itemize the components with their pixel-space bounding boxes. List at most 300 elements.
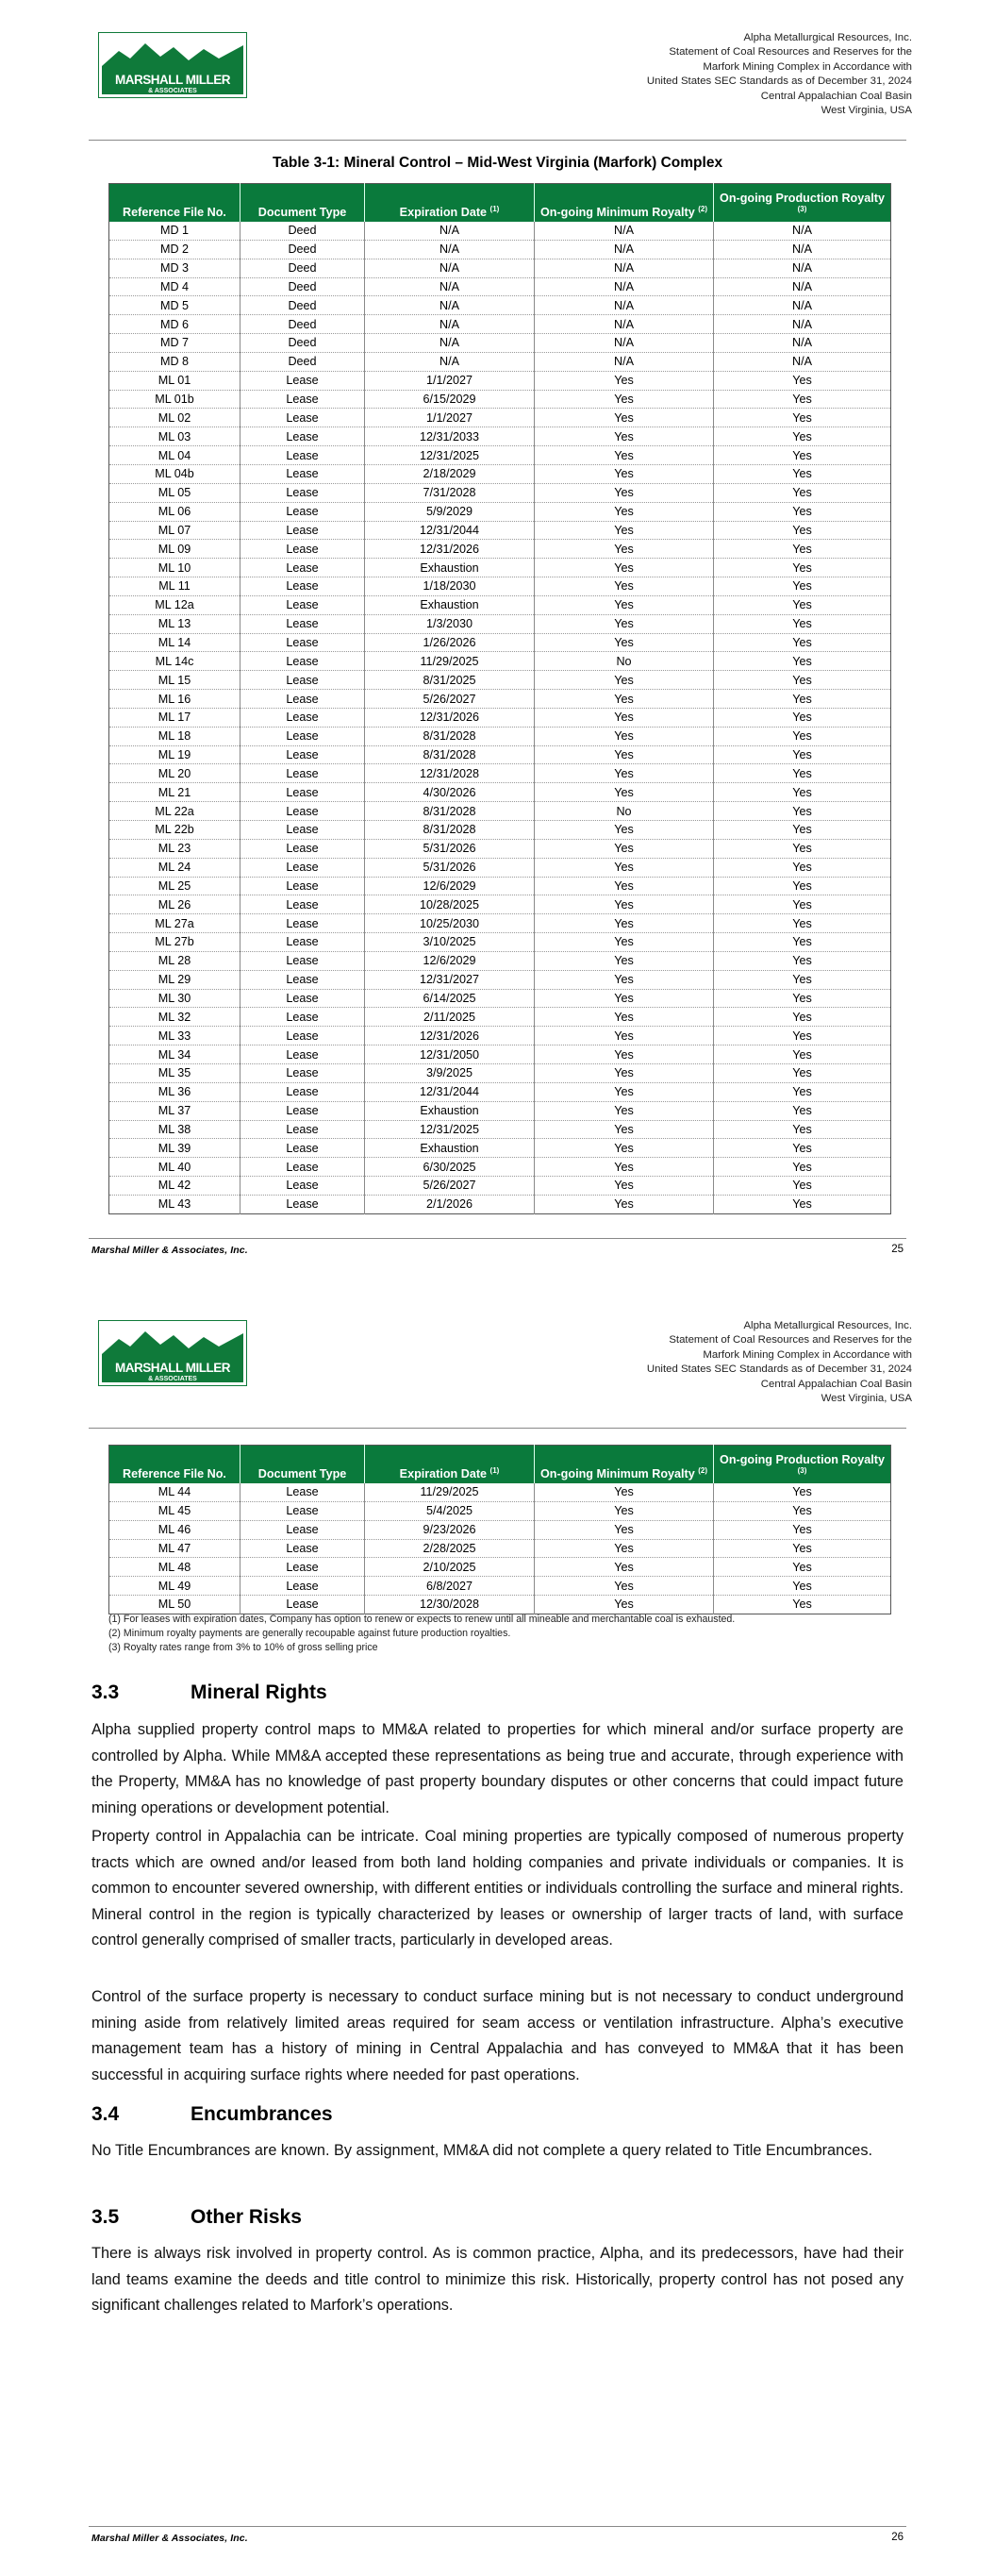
table-cell: Yes: [714, 1082, 891, 1101]
column-header: Expiration Date $^{(1)}$: [365, 184, 535, 222]
table-cell: MD 6: [109, 315, 240, 334]
table-cell: Lease: [240, 483, 365, 502]
header-line: Central Appalachian Coal Basin: [760, 90, 912, 102]
table-cell: Lease: [240, 858, 365, 877]
header-line: Statement of Coal Resources and Reserves for the: [669, 46, 912, 59]
table-cell: 6/30/2025: [365, 1158, 535, 1177]
table-cell: N/A: [365, 277, 535, 296]
table-cell: Yes: [535, 914, 714, 933]
table-cell: ML 22b: [109, 821, 240, 840]
paragraph: Control of the surface property is necessary to conduct surface mining but is not necessary to conduct underground mining aside from relatively limited areas required for seam access or ventilation infrastructure. Alpha’s executive management team has a history of mining in Central Appalachia and has conveyed to MM&A that it has been successful in acquiring surface rights where needed for past operations.: [91, 1988, 904, 2083]
table-row: [109, 296, 891, 315]
table-cell: ML 25: [109, 877, 240, 895]
table-row: [109, 483, 891, 502]
table-cell: Lease: [240, 933, 365, 952]
table-cell: ML 36: [109, 1082, 240, 1101]
table-cell: Lease: [240, 1520, 365, 1539]
table-cell: Exhaustion: [365, 595, 535, 614]
table-cell: Yes: [535, 502, 714, 521]
table-cell: ML 21: [109, 783, 240, 802]
table-cell: 2/18/2029: [365, 464, 535, 483]
table-cell: N/A: [714, 296, 891, 315]
table-cell: Lease: [240, 371, 365, 390]
table-title: Table 3-1: Mineral Control – Mid-West Virginia (Marfork) Complex: [272, 155, 723, 171]
table-cell: 5/31/2026: [365, 858, 535, 877]
table-cell: Yes: [535, 409, 714, 427]
table-cell: Exhaustion: [365, 1139, 535, 1158]
table-cell: Yes: [535, 1158, 714, 1177]
table-cell: N/A: [714, 277, 891, 296]
table-cell: N/A: [535, 334, 714, 353]
table-cell: Yes: [714, 446, 891, 465]
table-cell: 6/8/2027: [365, 1577, 535, 1596]
table-cell: Yes: [714, 839, 891, 858]
table-cell: Yes: [714, 914, 891, 933]
table-cell: ML 01b: [109, 390, 240, 409]
mineral-control-table-continued: [108, 1445, 891, 1614]
table-cell: 6/15/2029: [365, 390, 535, 409]
table-cell: Lease: [240, 1501, 365, 1520]
table-cell: Yes: [714, 1120, 891, 1139]
table-cell: Yes: [535, 577, 714, 596]
table-note: (1) For leases with expiration dates, Company has option to renew or expects to renew until all mineable and merchantable coal is exhausted.: [108, 1614, 736, 1625]
table-cell: ML 01: [109, 371, 240, 390]
table-cell: 1/18/2030: [365, 577, 535, 596]
footer-company: Marshal Miller & Associates, Inc.: [91, 2533, 248, 2544]
column-header: Reference File No.: [109, 184, 240, 222]
table-cell: 12/31/2044: [365, 1082, 535, 1101]
table-row: [109, 933, 891, 952]
table-cell: ML 43: [109, 1195, 240, 1213]
table-cell: ML 11: [109, 577, 240, 596]
table-cell: Yes: [714, 764, 891, 783]
header-line: West Virginia, USA: [821, 105, 912, 117]
table-row: [109, 858, 891, 877]
table-cell: N/A: [714, 334, 891, 353]
column-header: Expiration Date $^{(1)}$: [365, 1446, 535, 1483]
table-row: [109, 577, 891, 596]
table-header-row: [109, 1446, 891, 1483]
table-cell: ML 22a: [109, 802, 240, 821]
table-cell: Yes: [714, 708, 891, 727]
table-cell: N/A: [535, 277, 714, 296]
table-cell: 12/30/2028: [365, 1596, 535, 1614]
table-row: [109, 1501, 891, 1520]
table-row: [109, 1596, 891, 1614]
table-cell: Lease: [240, 1177, 365, 1196]
column-header: On-going Minimum Royalty $^{(2)}$: [535, 1446, 714, 1483]
table-cell: 8/31/2028: [365, 821, 535, 840]
table-cell: Deed: [240, 296, 365, 315]
table-cell: ML 18: [109, 727, 240, 745]
table-cell: Lease: [240, 1008, 365, 1027]
table-cell: ML 06: [109, 502, 240, 521]
table-cell: ML 34: [109, 1045, 240, 1064]
table-cell: Yes: [535, 745, 714, 764]
table-cell: Yes: [535, 1027, 714, 1045]
table-cell: Yes: [535, 390, 714, 409]
table-row: [109, 1101, 891, 1120]
table-cell: ML 46: [109, 1520, 240, 1539]
table-cell: Yes: [714, 690, 891, 709]
table-cell: Lease: [240, 1195, 365, 1213]
table-cell: Lease: [240, 839, 365, 858]
header-line: West Virginia, USA: [821, 1393, 912, 1405]
table-cell: Yes: [714, 1101, 891, 1120]
table-cell: 12/31/2025: [365, 446, 535, 465]
table-row: [109, 315, 891, 334]
table-cell: Yes: [535, 1120, 714, 1139]
table-cell: Yes: [714, 521, 891, 540]
table-cell: N/A: [535, 222, 714, 241]
table-cell: Yes: [535, 446, 714, 465]
table-cell: Yes: [714, 633, 891, 652]
table-cell: N/A: [535, 259, 714, 277]
table-cell: ML 14: [109, 633, 240, 652]
table-cell: ML 13: [109, 614, 240, 633]
table-cell: Lease: [240, 764, 365, 783]
table-cell: Lease: [240, 1139, 365, 1158]
table-cell: 11/29/2025: [365, 1483, 535, 1502]
table-row: [109, 334, 891, 353]
table-cell: Lease: [240, 1120, 365, 1139]
table-row: [109, 614, 891, 633]
table-cell: MD 5: [109, 296, 240, 315]
header-line: Marfork Mining Complex in Accordance with: [703, 60, 912, 73]
table-cell: N/A: [535, 296, 714, 315]
table-cell: Lease: [240, 989, 365, 1008]
table-header-row: [109, 184, 891, 222]
table-cell: ML 12a: [109, 595, 240, 614]
table-cell: N/A: [365, 315, 535, 334]
header-line: Statement of Coal Resources and Reserves for the: [669, 1334, 912, 1347]
table-cell: 12/31/2028: [365, 764, 535, 783]
table-cell: Yes: [535, 464, 714, 483]
table-row: [109, 390, 891, 409]
table-cell: Yes: [535, 671, 714, 690]
header-line: Central Appalachian Coal Basin: [760, 1378, 912, 1390]
table-cell: 3/10/2025: [365, 933, 535, 952]
table-cell: Lease: [240, 409, 365, 427]
table-cell: Yes: [535, 895, 714, 914]
table-row: [109, 371, 891, 390]
table-cell: 12/31/2050: [365, 1045, 535, 1064]
table-cell: Yes: [714, 1596, 891, 1614]
section-heading-3-3: 3.3 Mineral Rights: [91, 1681, 327, 1703]
column-header: On-going Production Royalty $^{(3)}$: [714, 184, 891, 222]
table-row: [109, 240, 891, 259]
table-cell: Yes: [714, 1195, 891, 1213]
table-cell: ML 38: [109, 1120, 240, 1139]
table-cell: ML 37: [109, 1101, 240, 1120]
table-cell: Lease: [240, 1596, 365, 1614]
table-cell: Lease: [240, 502, 365, 521]
table-cell: Lease: [240, 521, 365, 540]
table-cell: ML 48: [109, 1558, 240, 1577]
table-cell: Lease: [240, 446, 365, 465]
table-row: [109, 352, 891, 371]
table-cell: Lease: [240, 633, 365, 652]
header-line: United States SEC Standards as of December 31, 2024: [646, 1363, 912, 1376]
table-cell: 10/28/2025: [365, 895, 535, 914]
table-cell: Yes: [714, 933, 891, 952]
table-cell: ML 14c: [109, 652, 240, 671]
table-cell: ML 24: [109, 858, 240, 877]
table-cell: ML 26: [109, 895, 240, 914]
table-cell: Lease: [240, 951, 365, 970]
table-row: [109, 277, 891, 296]
table-cell: Lease: [240, 652, 365, 671]
table-cell: Yes: [714, 1558, 891, 1577]
table-cell: Lease: [240, 914, 365, 933]
svg-text:MARSHALL MILLER: MARSHALL MILLER: [115, 73, 230, 87]
table-cell: Yes: [714, 371, 891, 390]
table-cell: Yes: [535, 839, 714, 858]
table-row: [109, 1558, 891, 1577]
table-cell: ML 17: [109, 708, 240, 727]
footer-divider: [89, 1238, 906, 1239]
table-row: [109, 1008, 891, 1027]
table-cell: Lease: [240, 1158, 365, 1177]
table-row: [109, 1195, 891, 1213]
header-divider: [89, 140, 906, 141]
table-cell: Yes: [714, 970, 891, 989]
table-cell: Lease: [240, 577, 365, 596]
table-cell: ML 39: [109, 1139, 240, 1158]
table-cell: 8/31/2028: [365, 745, 535, 764]
paragraph: There is always risk involved in property control. As is common practice, Alpha, and its predecessors, have had their land teams examine the deeds and title control to minimize this risk. Historically, property control has not posed any significant challenges related to Marfork’s operations.: [91, 2245, 904, 2314]
table-cell: Yes: [535, 371, 714, 390]
table-cell: N/A: [535, 240, 714, 259]
table-cell: Lease: [240, 1577, 365, 1596]
table-cell: ML 27b: [109, 933, 240, 952]
table-cell: Lease: [240, 1063, 365, 1082]
table-cell: 12/31/2025: [365, 1120, 535, 1139]
table-cell: N/A: [365, 240, 535, 259]
table-cell: ML 28: [109, 951, 240, 970]
table-cell: N/A: [365, 352, 535, 371]
table-cell: Yes: [535, 690, 714, 709]
table-cell: ML 49: [109, 1577, 240, 1596]
table-row: [109, 1158, 891, 1177]
svg-text:& ASSOCIATES: & ASSOCIATES: [148, 1376, 197, 1382]
table-cell: ML 19: [109, 745, 240, 764]
table-cell: 12/31/2044: [365, 521, 535, 540]
table-cell: N/A: [365, 334, 535, 353]
table-cell: N/A: [714, 240, 891, 259]
table-cell: N/A: [365, 222, 535, 241]
table-cell: Lease: [240, 708, 365, 727]
table-cell: 12/6/2029: [365, 951, 535, 970]
table-cell: Yes: [535, 1483, 714, 1502]
table-cell: No: [535, 802, 714, 821]
table-cell: Yes: [535, 708, 714, 727]
table-row: [109, 1063, 891, 1082]
table-cell: 5/31/2026: [365, 839, 535, 858]
table-cell: 1/3/2030: [365, 614, 535, 633]
table-cell: Deed: [240, 352, 365, 371]
table-cell: Yes: [714, 1539, 891, 1558]
table-cell: No: [535, 652, 714, 671]
table-cell: MD 3: [109, 259, 240, 277]
header-line: United States SEC Standards as of December 31, 2024: [646, 75, 912, 88]
table-cell: 12/31/2033: [365, 427, 535, 446]
table-row: [109, 690, 891, 709]
table-cell: Deed: [240, 240, 365, 259]
table-row: [109, 877, 891, 895]
table-cell: Yes: [535, 521, 714, 540]
table-cell: Yes: [714, 1501, 891, 1520]
table-cell: 8/31/2028: [365, 802, 535, 821]
svg-text:MARSHALL MILLER: MARSHALL MILLER: [115, 1361, 230, 1375]
table-cell: N/A: [535, 352, 714, 371]
footer-divider: [89, 2526, 906, 2527]
table-cell: 2/28/2025: [365, 1539, 535, 1558]
table-cell: Yes: [535, 783, 714, 802]
table-cell: 12/31/2026: [365, 1027, 535, 1045]
table-cell: Yes: [535, 1045, 714, 1064]
paragraph: Property control in Appalachia can be intricate. Coal mining properties are typically composed of numerous property tracts which are owned and/or leased from both land holding companies and private individuals or companies. It is common to encounter severed ownership, with different entities or individuals controlling the surface and mineral rights. Mineral control in the region is typically characterized by leases or ownership of larger tracts of land, with surface control generally comprised of smaller tracts, particularly in developed areas.: [91, 1828, 904, 1949]
table-cell: Deed: [240, 277, 365, 296]
table-cell: Deed: [240, 334, 365, 353]
table-cell: Yes: [714, 1177, 891, 1196]
table-row: [109, 633, 891, 652]
table-cell: Lease: [240, 671, 365, 690]
table-cell: 12/31/2026: [365, 708, 535, 727]
table-cell: Yes: [535, 1501, 714, 1520]
column-header: Document Type: [240, 184, 365, 222]
table-cell: Lease: [240, 1483, 365, 1502]
table-cell: N/A: [714, 222, 891, 241]
table-cell: 10/25/2030: [365, 914, 535, 933]
table-cell: 5/9/2029: [365, 502, 535, 521]
table-cell: Yes: [535, 1063, 714, 1082]
page-26: [0, 1288, 995, 2576]
table-row: [109, 708, 891, 727]
table-cell: 2/1/2026: [365, 1195, 535, 1213]
table-cell: 1/1/2027: [365, 371, 535, 390]
table-cell: 5/26/2027: [365, 1177, 535, 1196]
header-text: [647, 1319, 912, 1406]
table-cell: Yes: [535, 1008, 714, 1027]
svg-text:& ASSOCIATES: & ASSOCIATES: [148, 88, 197, 94]
table-row: [109, 895, 891, 914]
table-cell: Yes: [714, 951, 891, 970]
header-line: Alpha Metallurgical Resources, Inc.: [743, 1320, 912, 1331]
table-cell: Lease: [240, 970, 365, 989]
table-cell: Yes: [714, 502, 891, 521]
table-cell: Yes: [535, 540, 714, 559]
table-cell: ML 40: [109, 1158, 240, 1177]
table-cell: Yes: [714, 802, 891, 821]
column-header: Reference File No.: [109, 1446, 240, 1483]
table-cell: Yes: [714, 1027, 891, 1045]
table-row: [109, 652, 891, 671]
table-cell: 5/4/2025: [365, 1501, 535, 1520]
table-cell: Lease: [240, 1101, 365, 1120]
section-heading-3-5: 3.5 Other Risks: [91, 2206, 302, 2228]
table-cell: ML 35: [109, 1063, 240, 1082]
column-header: Document Type: [240, 1446, 365, 1483]
table-row: [109, 727, 891, 745]
table-row: [109, 671, 891, 690]
table-row: [109, 1139, 891, 1158]
column-header: On-going Production Royalty $^{(3)}$: [714, 1446, 891, 1483]
table-cell: ML 07: [109, 521, 240, 540]
table-cell: Yes: [714, 1158, 891, 1177]
table-cell: Lease: [240, 821, 365, 840]
table-cell: ML 47: [109, 1539, 240, 1558]
table-cell: Yes: [535, 614, 714, 633]
table-row: [109, 1577, 891, 1596]
section-heading-3-4: 3.4 Encumbrances: [91, 2103, 333, 2125]
table-cell: Yes: [714, 877, 891, 895]
table-cell: Yes: [535, 764, 714, 783]
table-cell: 7/31/2028: [365, 483, 535, 502]
table-row: [109, 951, 891, 970]
table-row: [109, 502, 891, 521]
table-cell: Lease: [240, 783, 365, 802]
table-row: [109, 745, 891, 764]
table-cell: ML 30: [109, 989, 240, 1008]
table-cell: Lease: [240, 464, 365, 483]
page-number: 25: [891, 1244, 904, 1255]
table-cell: Lease: [240, 802, 365, 821]
table-row: [109, 802, 891, 821]
table-cell: ML 05: [109, 483, 240, 502]
table-cell: Yes: [714, 1520, 891, 1539]
table-cell: ML 20: [109, 764, 240, 783]
table-cell: 9/23/2026: [365, 1520, 535, 1539]
table-cell: Yes: [535, 633, 714, 652]
table-cell: Yes: [714, 745, 891, 764]
table-cell: ML 15: [109, 671, 240, 690]
table-cell: Lease: [240, 540, 365, 559]
table-cell: N/A: [365, 296, 535, 315]
table-cell: N/A: [535, 315, 714, 334]
table-cell: MD 1: [109, 222, 240, 241]
paragraph: Alpha supplied property control maps to MM&A related to properties for which mineral and/or surface property are controlled by Alpha. While MM&A accepted these representations as being true and accurate, through experience with the Property, MM&A has no knowledge of past property boundary disputes or other concerns that could impact future mining operations or development potential.: [91, 1721, 904, 1816]
table-cell: 5/26/2027: [365, 690, 535, 709]
table-cell: Lease: [240, 559, 365, 577]
table-cell: Yes: [714, 895, 891, 914]
header-line: Alpha Metallurgical Resources, Inc.: [743, 32, 912, 43]
mma-logo: [98, 32, 247, 98]
table-cell: Yes: [535, 821, 714, 840]
table-row: [109, 446, 891, 465]
table-cell: Lease: [240, 1045, 365, 1064]
table-cell: Yes: [714, 427, 891, 446]
table-row: [109, 1483, 891, 1502]
table-cell: Yes: [535, 559, 714, 577]
table-cell: Yes: [535, 951, 714, 970]
mineral-control-table: [108, 183, 891, 1214]
table-cell: ML 09: [109, 540, 240, 559]
table-cell: Lease: [240, 595, 365, 614]
table-cell: Lease: [240, 390, 365, 409]
table-cell: ML 32: [109, 1008, 240, 1027]
table-cell: ML 44: [109, 1483, 240, 1502]
table-cell: N/A: [714, 259, 891, 277]
table-cell: Lease: [240, 1082, 365, 1101]
table-cell: Yes: [535, 1195, 714, 1213]
table-cell: Yes: [535, 877, 714, 895]
table-cell: MD 4: [109, 277, 240, 296]
table-cell: Yes: [535, 970, 714, 989]
table-cell: MD 2: [109, 240, 240, 259]
table-cell: MD 8: [109, 352, 240, 371]
table-notes: [108, 1613, 735, 1655]
